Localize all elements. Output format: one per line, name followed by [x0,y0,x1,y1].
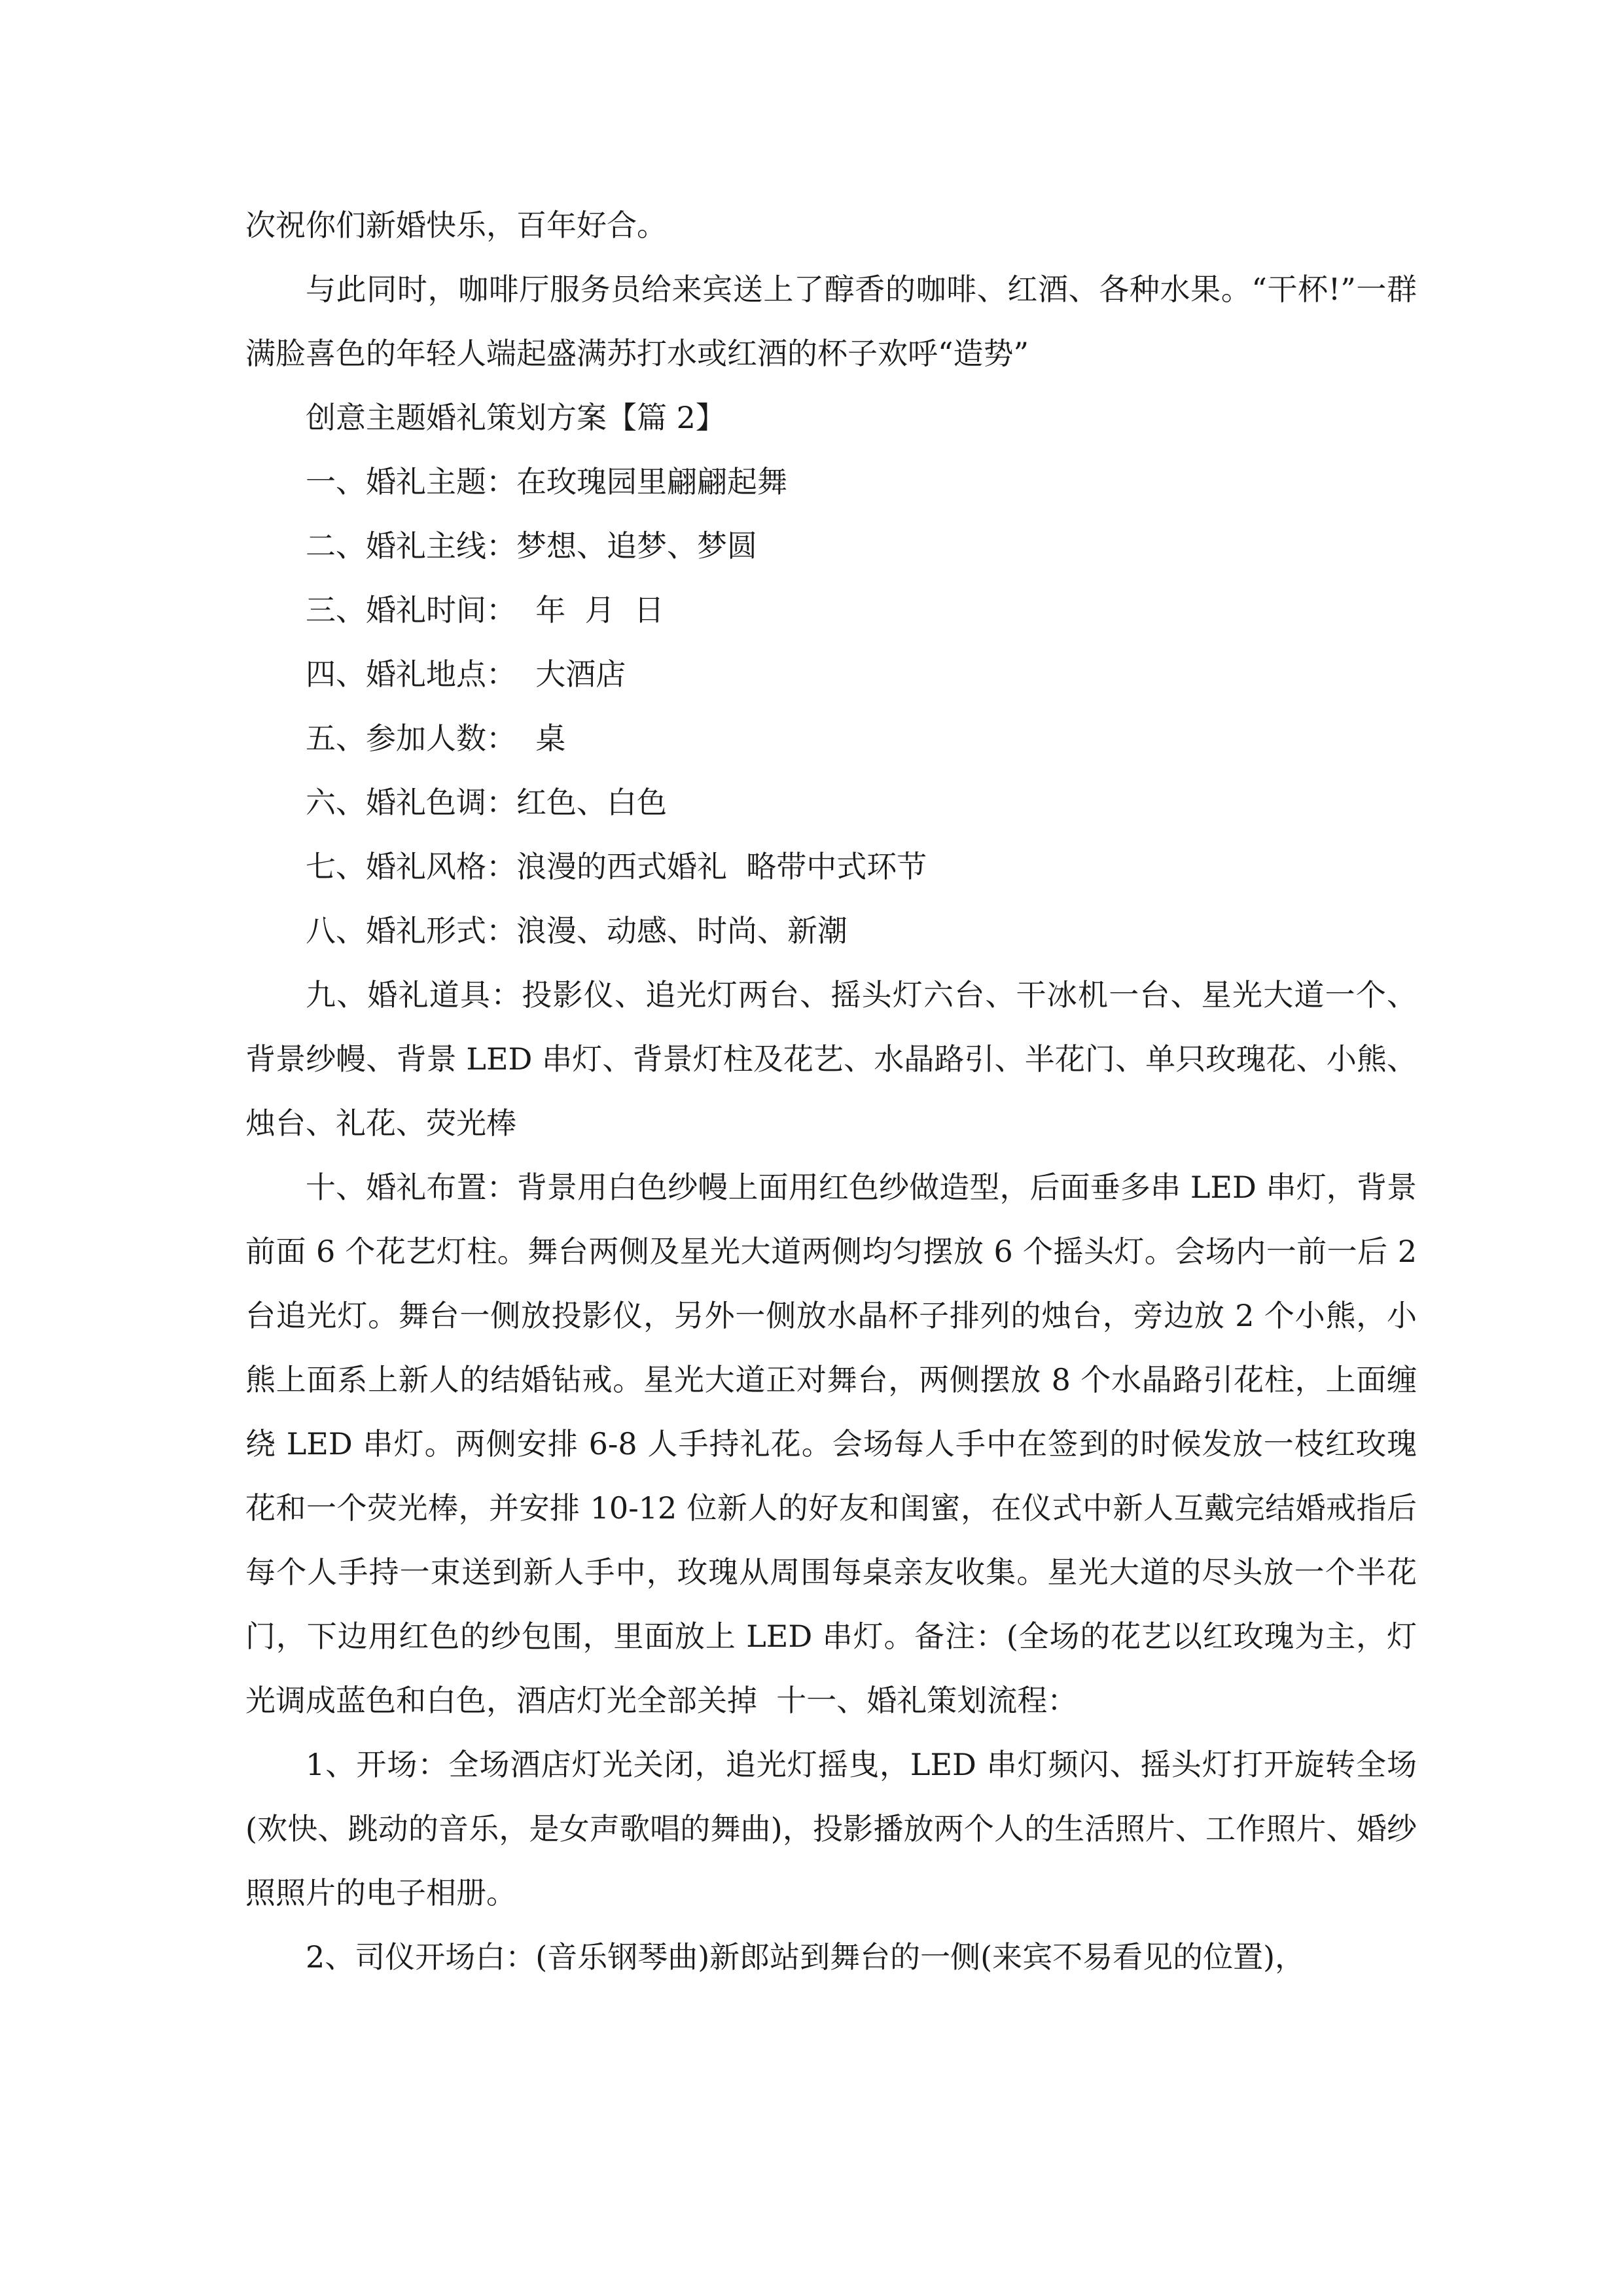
paragraph-coffee: 与此同时，咖啡厅服务员给来宾送上了醇香的咖啡、红酒、各种水果。“干杯!”一群满脸喜色的年轻人端起盛满苏打水或红酒的杯子欢呼“造势” [245,272,1417,371]
item-form: 八、婚礼形式：浪漫、动感、时尚、新潮 [306,913,847,948]
flow-step-2: 2、司仪开场白：(音乐钢琴曲)新郎站到舞台的一侧(来宾不易看见的位置)， [306,1939,1306,1975]
item-layout: 十、婚礼布置：背景用白色纱幔上面用红色纱做造型，后面垂多串 LED 串灯，背景前面 6 个花艺灯柱。舞台两侧及星光大道两侧均匀摆放 6 个摇头灯。会场内一前一后 2 台追光灯。舞台一侧放投影仪，另外一侧放水晶杯子排列的烛台，旁边放 2 个小熊，小熊上面系上新人的结婚钻戒。星光大道正对舞台，两侧摆放 8 个水晶路引花柱，上面缠绕 LED 串灯。两侧安排 6-8 人手持礼花。会场每人手中在签到的时候发放一枝红玫瑰花和一个荧光棒，并安排 10-12 位新人的好友和闺蜜，在仪式中新人互戴完结婚戒指后每个人手持一束送到新人手中，玫瑰从周围每桌亲友收集。星光大道的尽头放一个半花门，下边用红色的纱包围，里面放上 LED 串灯。备注：(全场的花艺以红玫瑰为主，灯光调成蓝色和白色，酒店灯光全部关掉 十一、婚礼策划流程： [245,1170,1427,1718]
item-mainline: 二、婚礼主线：梦想、追梦、梦圆 [306,528,757,564]
item-props: 九、婚礼道具：投影仪、追光灯两台、摇头灯六台、干冰机一台、星光大道一个、背景纱幔、背景 LED 串灯、背景灯柱及花艺、水晶路引、半花门、单只玫瑰花、小熊、烛台、礼花、荧光棒 [245,977,1417,1141]
item-venue: 四、婚礼地点： 大酒店 [306,656,626,692]
item-guests: 五、参加人数： 桌 [306,721,566,756]
item-theme: 一、婚礼主题：在玫瑰园里翩翩起舞 [306,464,787,499]
section-heading: 创意主题婚礼策划方案【篇 2】 [306,400,726,435]
item-colors: 六、婚礼色调：红色、白色 [306,785,667,820]
item-time: 三、婚礼时间： 年 月 日 [306,592,664,628]
paragraph-continuation: 次祝你们新婚快乐，百年好合。 [245,207,667,243]
item-style: 七、婚礼风格：浪漫的西式婚礼 略带中式环节 [306,849,927,884]
flow-step-1: 1、开场：全场酒店灯光关闭，追光灯摇曳，LED 串灯频闪、摇头灯打开旋转全场(欢快、跳动的音乐，是女声歌唱的舞曲)，投影播放两个人的生活照片、工作照片、婚纱照照片的电子相册。 [245,1747,1417,1910]
document-body [245,193,1427,1989]
